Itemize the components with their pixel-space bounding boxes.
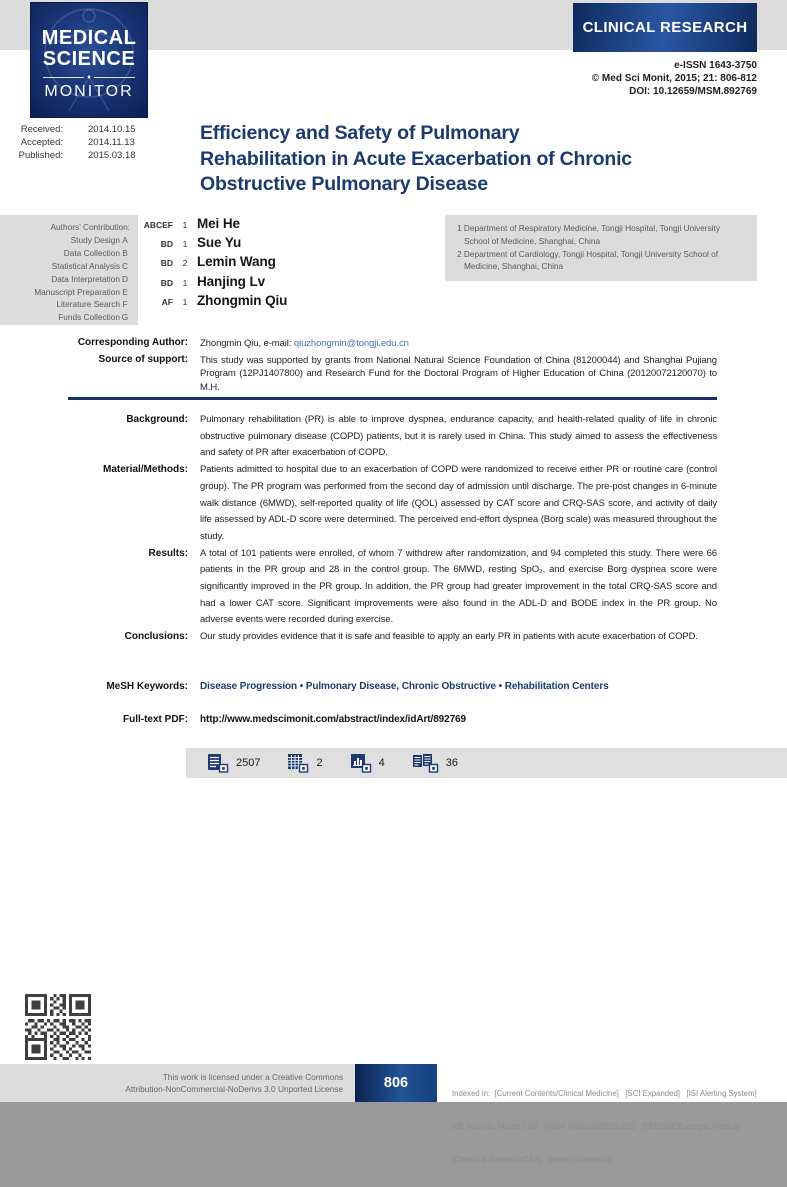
contribution-label: Statistical Analysis [51,260,120,271]
received-label: Received: [20,124,63,135]
logo-word-monitor: MONITOR [44,83,134,100]
author-list [143,216,287,312]
material-methods-text: Patients admitted to hospital due to an exacerbation of COPD were randomized to receive either PR or routine care (control group). The PR program was performed from the second day of admission until discharge. The pre-post changes in 6-minute walk distance (6MWD), self-reported quality of life (QOL) assessed by CAT score and CRQ-SAS score, and activity of daily life assessed by ADL-D score were determined. The perceived end-effort dyspnea (Borg scale) was measured throughout the study. [200,464,717,542]
article-category-banner: CLINICAL RESEARCH [573,3,757,52]
abstract-block [0,412,717,646]
conclusions-row [0,629,717,646]
author-row [143,254,287,273]
divider-line [94,77,135,78]
article-title [200,121,730,198]
article-metrics-band [186,748,787,778]
source-of-support-label: Source of support: [98,353,188,365]
contribution-item [0,311,130,324]
stat-tables [288,754,322,773]
fulltext-pdf-url[interactable]: http://www.medscimonit.com/abstract/index/idArt/892769 [200,714,466,725]
article-history-dates [0,123,136,162]
contribution-code: C [122,260,128,271]
contribution-heading: Authors’ Contribution: [50,222,130,232]
logo-divider [31,74,147,81]
author-contribution-codes: BD [160,258,173,269]
author-row [143,235,287,254]
author-name: Sue Yu [197,235,242,251]
corresponding-author-value [200,337,717,351]
author-affiliation-number: 1 [182,239,188,250]
journal-logo-text [31,3,147,101]
conclusions-text: Our study provides evidence that it is safe and feasible to apply an early PR in patients with acute exacerbation of COPD. [200,631,698,643]
author-row [143,216,287,235]
tables-count-value: 2 [316,757,323,769]
logo-word-science: SCIENCE [42,48,136,70]
published-label: Published: [18,150,63,161]
contribution-label: Study Design [70,234,120,245]
author-affiliation-number: 1 [182,220,188,230]
journal-logo [30,2,148,118]
mesh-keywords-text: Disease Progression • Pulmonary Disease, Chronic Obstructive • Rehabilitation Centers [200,681,609,692]
material-methods-label: Material/Methods: [102,464,188,476]
indexed-line: Indexed in: [Current Contents/Clinical Medicine] [SCI Expanded] [ISI Alerting System] [452,1089,757,1098]
contribution-code: G [121,312,129,323]
contribution-label: Manuscript Preparation [34,286,120,297]
divider-line [43,77,84,78]
author-contribution-codes: AF [161,296,173,307]
author-affiliation-number: 1 [182,277,188,288]
affiliation-entry: 1 Department of Respiratory Medicine, Tongji Hospital, Tongji University School of Medicine, Shanghai, China [457,223,721,246]
stat-references [413,754,458,773]
license-line: Attribution-NonCommercial-NoDerivs 3.0 Unported License [125,1083,343,1094]
source-of-support-row [0,354,717,395]
indexed-line: [ISI Journals Master List] [Index Medicus/MEDLINE] [EMBASE/Excerpta Medica] [452,1122,740,1131]
author-contribution-codes: BD [160,239,173,250]
contribution-code: D [122,273,128,284]
journal-meta-block [592,59,757,98]
title-line: Rehabilitation in Acute Exacerbation of Chronic [200,147,632,170]
author-name: Zhongmin Qiu [197,292,288,308]
accepted-date-row [0,136,136,149]
material-methods-row [0,462,717,546]
word-count-value: 2507 [236,757,261,769]
document-icon [208,754,229,773]
corresponding-author-name: Zhongmin Qiu, e-mail: [200,338,294,349]
author-contribution-codes: ABCEF [143,220,173,230]
figures-count-value: 4 [378,757,385,769]
authors-contribution-legend [0,215,138,325]
contribution-code: A [122,234,128,245]
correspondence-block [0,337,717,394]
indexed-line: [Chemical Abstracts/CAS] [Index Copernicus] [452,1155,613,1164]
background-row [0,412,717,462]
author-affiliation-number: 2 [182,258,188,269]
contribution-label: Funds Collection [58,312,120,323]
received-value: 2014.10.15 [88,124,136,135]
table-icon [288,754,309,773]
contribution-code: B [122,247,128,258]
published-value: 2015.03.18 [88,150,136,161]
fulltext-pdf-label: Full-text PDF: [123,714,188,725]
fulltext-pdf-row [0,714,717,725]
eissn-text: e-ISSN 1643-3750 [674,60,757,71]
contribution-item [0,234,130,247]
contribution-label: Data Collection [63,247,120,258]
corresponding-author-email-link[interactable]: qiuzhongmin@tongji.edu.cn [293,338,409,349]
contribution-code: F [122,299,128,310]
conclusions-label: Conclusions: [124,631,188,643]
contribution-item [0,298,130,311]
accepted-value: 2014.11.13 [88,137,135,148]
title-line: Efficiency and Safety of Pulmonary [200,122,520,144]
background-text: Pulmonary rehabilitation (PR) is able to improve dyspnea, endurance capacity, and health-related quality of life in chronic obstructive pulmonary disease (COPD) patients, but it is rarely used in China. This study aimed to assess the effectiveness and safety of PR after exacerbation of COPD. [200,414,717,459]
contribution-label: Literature Search [56,299,120,310]
logo-word-medical: MEDICAL [41,27,137,49]
references-count-value: 36 [445,757,458,769]
affiliations-box [445,215,757,281]
stat-word-count [208,754,260,773]
stat-figures [351,754,385,773]
author-name: Hanjing Lv [197,273,266,289]
license-line: This work is licensed under a Creative Commons [162,1072,343,1082]
accepted-label: Accepted: [20,137,63,148]
results-text: A total of 101 patients were enrolled, of whom 7 withdrew after randomization, and 94 completed this study. There were 66 patients in the PR group and 28 in the control group. The 6MWD, resting SpO₂, and exercise Borg dyspnea score were significantly improved in the PR group. In addition, the PR group had greater improvement in the total CRQ-SAS score and had a lower CAT score. Significant improvements were also found in the ADL-D and BODE index in the PR group. No adverse events were recorded during exercise. [200,547,717,626]
mesh-keywords-label: MeSH Keywords: [106,681,188,692]
affiliation-entry: 2 Department of Cardiology, Tongji Hospital, Tongji University School of Medicine, Shanghai, China [457,248,719,272]
license-notice [0,1064,355,1102]
results-label: Results: [148,547,188,559]
mesh-keywords-row [0,681,717,692]
indexed-in-list [452,1066,782,1187]
contribution-item [0,260,130,273]
contribution-label: Data Interpretation [51,273,120,284]
author-name: Mei He [197,216,240,231]
doi-text: DOI: 10.12659/MSM.892769 [629,86,757,97]
qr-code [25,994,91,1060]
page-number: 806 [355,1064,437,1102]
author-row [143,274,287,293]
section-divider-rule [68,397,717,400]
corresponding-author-row [0,337,717,351]
published-date-row [0,149,136,162]
chart-icon [351,754,372,773]
background-label: Background: [126,414,188,425]
title-line: Obstructive Pulmonary Disease [200,173,488,195]
diamond-icon: ♦ [87,74,91,81]
contribution-item [0,273,130,286]
received-date-row [0,123,136,136]
contribution-item [0,286,130,299]
author-row [143,293,287,312]
author-name: Lemin Wang [197,254,276,270]
author-contribution-codes: BD [160,277,173,288]
corresponding-author-label: Corresponding Author: [77,337,188,348]
citation-text: © Med Sci Monit, 2015; 21: 806-812 [591,73,757,84]
author-affiliation-number: 1 [182,296,188,307]
contribution-item [0,247,130,260]
references-icon [413,754,439,773]
source-of-support-text: This study was supported by grants from National Natural Science Foundation of China (81200044) and Shanghai Pujiang Program (12PJ1407800) and Research Fund for the Doctoral Program of Higher Education of China (20120072120070) to M.H. [200,354,717,393]
results-row [0,546,717,630]
contribution-code: E [122,286,128,297]
